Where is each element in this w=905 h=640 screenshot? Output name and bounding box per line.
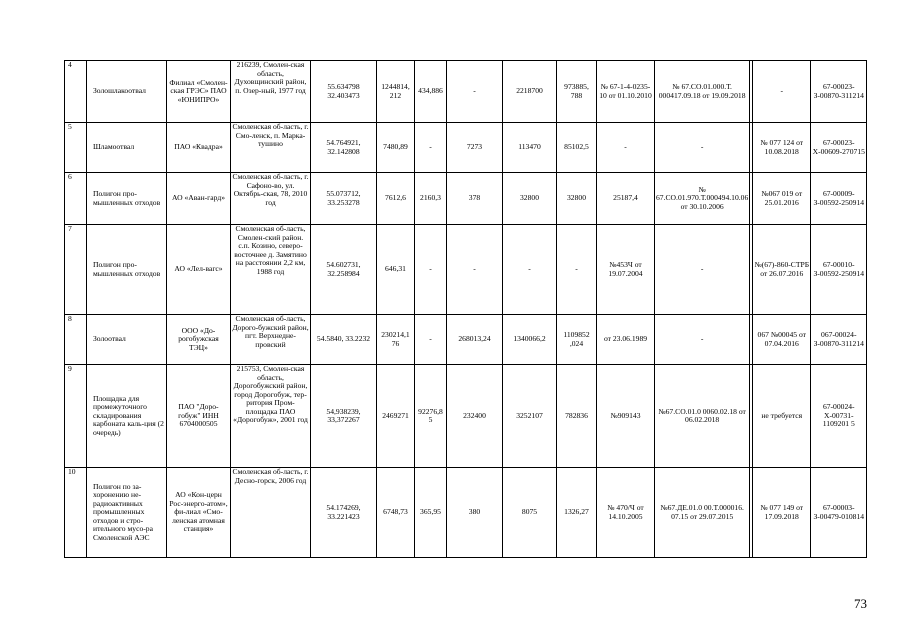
cell-c6: 7480,89	[377, 123, 415, 173]
cell-c11: № 67-1-4-0235-10 от 01.10.2010	[597, 61, 655, 123]
cell-c12: -	[655, 225, 750, 315]
cell-c8: 7273	[447, 123, 503, 173]
cell-c14: 67-00023-З-00870-311214	[811, 61, 867, 123]
cell-num: 7	[65, 225, 87, 315]
cell-c6: 1244814, 212	[377, 61, 415, 123]
cell-c9: 32800	[503, 173, 557, 225]
cell-c10: 1326,27	[557, 468, 597, 558]
cell-c11: № 470/Ч от 14.10.2005	[597, 468, 655, 558]
cell-owner: АО «Аван-гард»	[167, 173, 231, 225]
cell-c13: № 077 149 от 17.09.2018	[753, 468, 811, 558]
cell-address: Смоленская об-ласть, Дорого-бужский район, пгт. Верхнедне-провский	[231, 315, 311, 365]
cell-c7: 365,95	[415, 468, 447, 558]
cell-num: 9	[65, 365, 87, 468]
cell-c6: 2469271	[377, 365, 415, 468]
cell-c11: №453Ч от 19.07.2004	[597, 225, 655, 315]
cell-num: 5	[65, 123, 87, 173]
cell-object: Полигон по за-хоронению не-радиоактивных промышленных отходов и стро-ительного мусо-ра Смоленской АЭС	[87, 468, 167, 558]
cell-c14: 67-00009-З-00592-250914	[811, 173, 867, 225]
cell-c14: 67-00024-Х-00731-1109201 5	[811, 365, 867, 468]
cell-c8: -	[447, 61, 503, 123]
table-row	[65, 123, 867, 173]
table-row	[65, 315, 867, 365]
cell-c9: -	[503, 225, 557, 315]
cell-c11: -	[597, 123, 655, 173]
cell-c7: 92276,8 5	[415, 365, 447, 468]
cell-c12: -	[655, 123, 750, 173]
cell-address: Смоленская об-ласть, Смолен-ский район. с.п. Козино, северо-восточнее д. Замятино на расстоянии 2,2 км, 1988 год	[231, 225, 311, 315]
cell-c12: № 67.СО.01.970.Т.000494.10.06 от 30.10.2006	[655, 173, 750, 225]
cell-object: Золоотвал	[87, 315, 167, 365]
cell-address: 215753, Смолен-ская область, Дорогобужский район, город Дорогобуж, тер-ритория Пром-площадка ПАО «Дорогобуж», 2001 год	[231, 365, 311, 468]
cell-c6: 7612,6	[377, 173, 415, 225]
cell-object: Золошлакоотвал	[87, 61, 167, 123]
cell-c13: №(67)-860-СТРБ от 26.07.2016	[753, 225, 811, 315]
cell-c7: 434,886	[415, 61, 447, 123]
cell-object: Полигон про-мышленных отходов	[87, 225, 167, 315]
cell-c9: 113470	[503, 123, 557, 173]
cell-address: Смоленская об-ласть, г. Смо-ленск, п. Марка-тушино	[231, 123, 311, 173]
cell-object: Шламоотвал	[87, 123, 167, 173]
cell-c12: № 67.СО.01.000.Т. 000417.09.18 от 19.09.2018	[655, 61, 750, 123]
cell-owner: АО «Лел-вагс»	[167, 225, 231, 315]
cell-owner: ООО «До-рогобужская ТЭЦ»	[167, 315, 231, 365]
cell-c7: 2160,3	[415, 173, 447, 225]
cell-object: Площадка для промежуточного складирования карбоната каль-ция (2 очередь)	[87, 365, 167, 468]
cell-c10: 32800	[557, 173, 597, 225]
cell-c10: 1109852 ,024	[557, 315, 597, 365]
cell-c9: 3252107	[503, 365, 557, 468]
cell-c10: 973885, 788	[557, 61, 597, 123]
cell-c6: 230214,1 76	[377, 315, 415, 365]
cell-c14: 67-00003-З-00479-010814	[811, 468, 867, 558]
cell-c8: 378	[447, 173, 503, 225]
cell-owner: ПАО "Доро-гобуж" ИНН 6704000505	[167, 365, 231, 468]
cell-owner: АО «Кон-церн Рос-энерго-атом», фи-лиал «Смо-ленская атомная станция»	[167, 468, 231, 558]
waste-facilities-table	[64, 60, 867, 558]
cell-num: 4	[65, 61, 87, 123]
cell-c9: 8075	[503, 468, 557, 558]
cell-c13: №067 019 от 25.01.2016	[753, 173, 811, 225]
cell-c12: №67.СО.01.0 0060.02.18 от 06.02.2018	[655, 365, 750, 468]
table-row	[65, 468, 867, 558]
cell-c10: -	[557, 225, 597, 315]
cell-coords: 54.5840, 33.2232	[311, 315, 377, 365]
cell-num: 8	[65, 315, 87, 365]
cell-c14: 67-00023-Х-00609-270715	[811, 123, 867, 173]
cell-num: 6	[65, 173, 87, 225]
cell-c6: 6748,73	[377, 468, 415, 558]
cell-address: Смоленская об-ласть, г. Сафоно-во, ул. Октябрь-ская, 78, 2010 год	[231, 173, 311, 225]
cell-c13: 067 №00045 от 07.04.2016	[753, 315, 811, 365]
cell-c13: № 077 124 от 10.08.2018	[753, 123, 811, 173]
cell-c7: -	[415, 123, 447, 173]
cell-object: Полигон про-мышленных отходов	[87, 173, 167, 225]
cell-c9: 1340066,2	[503, 315, 557, 365]
cell-coords: 54,938239, 33,372267	[311, 365, 377, 468]
cell-coords: 54.764921, 32.142808	[311, 123, 377, 173]
cell-coords: 54.174269, 33.221423	[311, 468, 377, 558]
cell-c10: 782836	[557, 365, 597, 468]
cell-address: Смоленская об-ласть, г. Десно-горск, 2006 год	[231, 468, 311, 558]
cell-c11: от 23.06.1989	[597, 315, 655, 365]
cell-c11: 25187,4	[597, 173, 655, 225]
cell-coords: 54.602731, 32.258984	[311, 225, 377, 315]
cell-c14: 067-00024-З-00870-311214	[811, 315, 867, 365]
cell-c11: №909143	[597, 365, 655, 468]
cell-c13: не требуется	[753, 365, 811, 468]
cell-owner: ПАО «Квадра»	[167, 123, 231, 173]
cell-c12: -	[655, 315, 750, 365]
table-row	[65, 365, 867, 468]
cell-c9: 2218700	[503, 61, 557, 123]
table-row	[65, 225, 867, 315]
cell-coords: 55.073712, 33.253278	[311, 173, 377, 225]
cell-c7: -	[415, 225, 447, 315]
cell-c14: 67-00010-З-00592-250914	[811, 225, 867, 315]
cell-c8: 232400	[447, 365, 503, 468]
cell-c7: -	[415, 315, 447, 365]
cell-coords: 55.634798 32.403473	[311, 61, 377, 123]
cell-num: 10	[65, 468, 87, 558]
cell-c10: 85102,5	[557, 123, 597, 173]
cell-c8: 268013,24	[447, 315, 503, 365]
cell-c12: №67.ДЕ.01.0 00.Т.000016. 07.15 от 29.07.2015	[655, 468, 750, 558]
cell-c8: 380	[447, 468, 503, 558]
table-row	[65, 173, 867, 225]
table-row	[65, 61, 867, 123]
cell-c8: -	[447, 225, 503, 315]
cell-c6: 646,31	[377, 225, 415, 315]
cell-owner: Филиал «Смолен-ская ГРЭС» ПАО «ЮНИПРО»	[167, 61, 231, 123]
page-number: 73	[854, 596, 867, 611]
cell-c13: -	[753, 61, 811, 123]
cell-address: 216239, Смолен-ская область, Духовщинский район, п. Озер-ный, 1977 год	[231, 61, 311, 123]
